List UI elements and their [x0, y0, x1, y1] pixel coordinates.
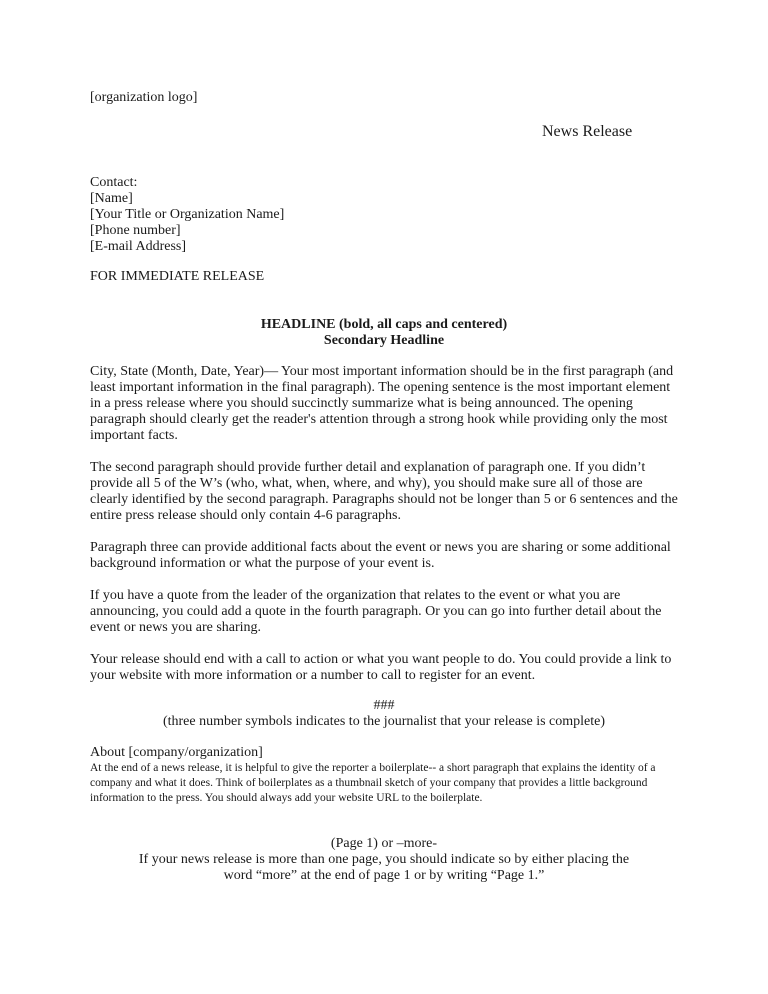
- end-marks-block: [90, 698, 678, 730]
- about-heading: About [company/organization]: [90, 745, 263, 760]
- contact-label: Contact:: [90, 175, 138, 190]
- headline-block: [90, 317, 678, 349]
- body-paragraph-4: If you have a quote from the leader of the organization that relates to the event or what you are announcing, you could add a quote in the fourth paragraph. Or you can go into further detail about the event or news you are sharing.: [90, 588, 662, 635]
- secondary-headline: Secondary Headline: [323, 333, 445, 348]
- contact-name: [Name]: [90, 191, 133, 206]
- end-symbols-note: (three number symbols indicates to the journalist that your release is complete): [162, 714, 606, 729]
- body-paragraph-5: Your release should end with a call to action or what you want people to do. You could provide a link to your website with more information or a number to call to register for an event.: [90, 652, 672, 683]
- end-symbols: ###: [373, 698, 395, 713]
- contact-block: [90, 175, 284, 255]
- contact-title: [Your Title or Organization Name]: [90, 207, 285, 222]
- page-marker-note: If your news release is more than one page, you should indicate so by either placing the word “more” at the end of page 1 or by writing “Page 1.”: [138, 852, 630, 883]
- contact-email: [E-mail Address]: [90, 239, 187, 254]
- release-timing: FOR IMMEDIATE RELEASE: [90, 269, 265, 284]
- body-paragraph-3: Paragraph three can provide additional facts about the event or news you are sharing or some additional background information or what the purpose of your event is.: [90, 540, 671, 571]
- page-marker: (Page 1) or –more-: [330, 836, 438, 851]
- document-type-title: News Release: [542, 123, 633, 140]
- organization-logo-placeholder: [organization logo]: [90, 90, 198, 105]
- contact-phone: [Phone number]: [90, 223, 181, 238]
- main-headline: HEADLINE (bold, all caps and centered): [260, 317, 508, 332]
- about-boilerplate: At the end of a news release, it is helpful to give the reporter a boilerplate-- a short paragraph that explains the identity of a company and what it does. Think of boilerplates as a thumbnail sketch of your company that provides a little background information to the press. You should always add your website URL to the boilerplate.: [90, 762, 656, 804]
- body-paragraph-2: The second paragraph should provide further detail and explanation of paragraph one. If you didn’t provide all 5 of the W’s (who, what, when, where, and why), you should make sure all of those are clearly identified by the second paragraph. Paragraphs should not be longer than 5 or 6 sentences and the entire press release should only contain 4-6 paragraphs.: [90, 460, 678, 523]
- body-paragraph-1: City, State (Month, Date, Year)— Your most important information should be in the first paragraph (and least important information in the final paragraph). The opening sentence is the most important element in a press release where you should succinctly summarize what is being announced. The opening paragraph should clearly get the reader's attention through a strong hook while providing only the most important facts.: [90, 364, 674, 443]
